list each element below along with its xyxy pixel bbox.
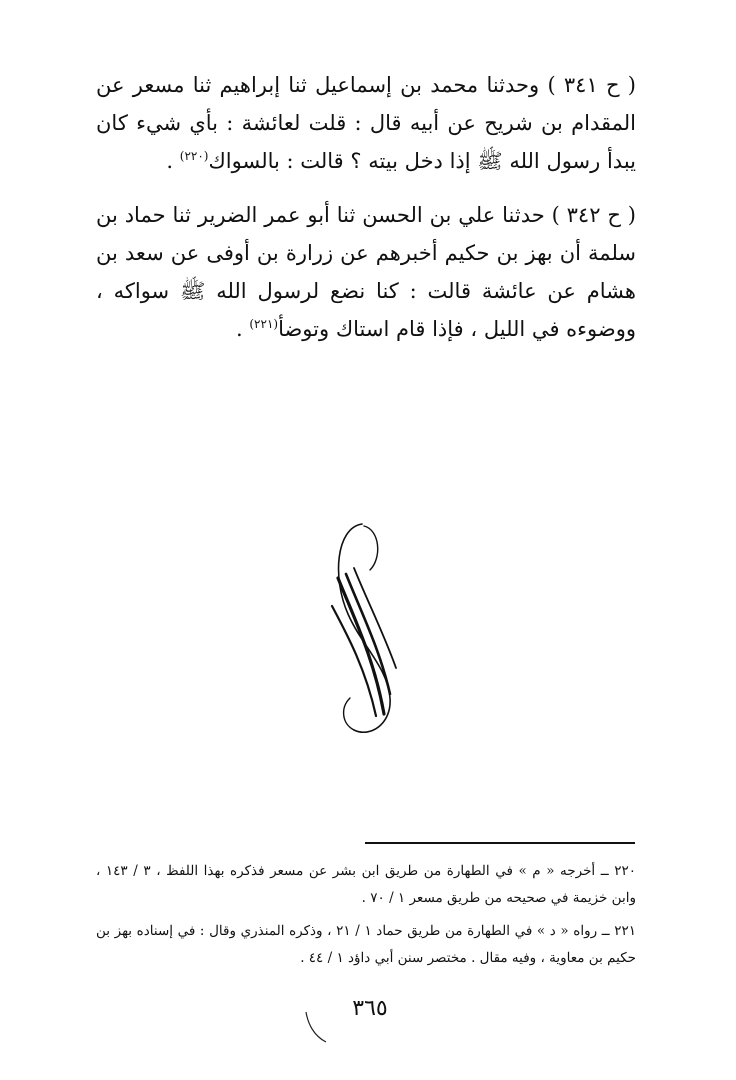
- hadith-number: ( ح ٣٤٢ ): [551, 203, 636, 227]
- hadith-ending: .: [166, 149, 174, 173]
- footnote-reference: (٢٢٠): [179, 149, 209, 163]
- footnotes-section: [96, 858, 636, 978]
- footnote-220: ٢٢٠ ــ أخرجه « م » في الطهارة من طريق ابن بشر عن مسعر فذكره بهذا اللفظ ، ٣ / ١٤٣ ، وابن خزيمة في صحيحه من طريق مسعر ١ / ٧٠ .: [96, 863, 636, 906]
- page-number: ٣٦٥: [352, 996, 388, 1021]
- calligraphic-ornament-icon: [318, 518, 406, 740]
- hadith-342: [96, 196, 636, 348]
- hadith-text: وحدثنا محمد بن إسماعيل ثنا إبراهيم ثنا مسعر عن المقدام بن شريح عن أبيه قال : قلت لعائشة : بأي شيء كان يبدأ رسول الله ﷺ إذا دخل بيته ؟ قالت : بالسواك: [96, 73, 636, 173]
- hadith-paragraph: [96, 66, 636, 180]
- hadith-number: ( ح ٣٤١ ): [547, 73, 636, 97]
- footnote-reference: (٢٢١): [249, 317, 279, 331]
- hadith-ending: .: [235, 317, 243, 341]
- hadith-341: [96, 66, 636, 180]
- footnote-221: ٢٢١ ــ رواه « د » في الطهارة من طريق حماد ١ / ٢١ ، وذكره المنذري وقال : في إسناده بهز بن حكيم بن معاوية ، وفيه مقال . مختصر سنن أبي داؤد ١ / ٤٤ .: [96, 923, 636, 966]
- hadith-text: حدثنا علي بن الحسن ثنا أبو عمر الضرير ثنا حماد بن سلمة أن بهز بن حكيم أخبرهم عن زرارة بن أوفى عن سعد بن هشام عن عائشة قالت : كنا نضع لرسول الله ﷺ سواكه ، ووضوءه في الليل ، فإذا قام استاك وتوضأ: [96, 203, 636, 341]
- scan-mark-icon: [300, 1010, 330, 1044]
- hadith-paragraph: [96, 196, 636, 348]
- footnote-separator: [365, 842, 635, 844]
